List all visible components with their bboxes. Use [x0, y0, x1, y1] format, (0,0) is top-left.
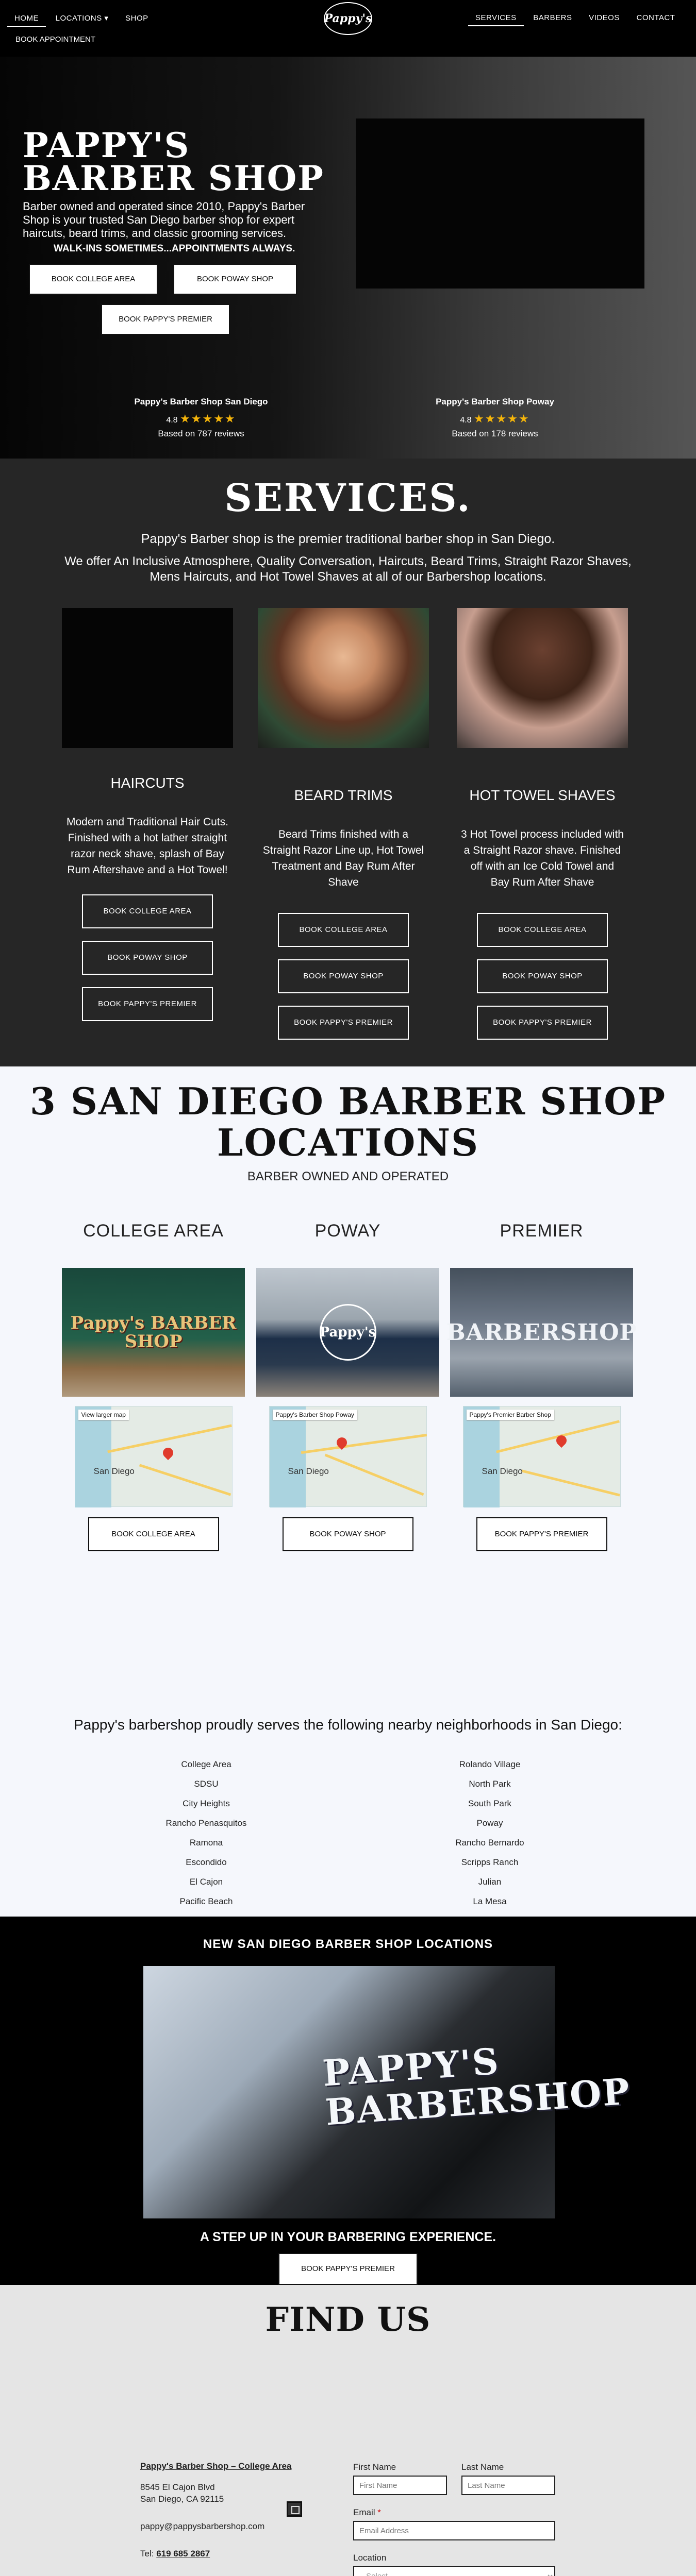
- walkins-note: WALK-INS SOMETIMES...APPOINTMENTS ALWAYS.: [54, 243, 295, 254]
- list-item: SDSU: [194, 1779, 219, 1789]
- location-poway: POWAY Pappy's Pappy's Barber Shop Poway San Diego BOOK POWAY SHOP: [256, 1221, 439, 1551]
- new-locations-section: [0, 1917, 696, 2285]
- list-item: Scripps Ranch: [461, 1857, 519, 1867]
- college-shop-photo: Pappy's BARBER SHOP: [62, 1268, 245, 1397]
- first-name-input[interactable]: [353, 2476, 447, 2495]
- email-link[interactable]: pappy@pappysbarbershop.com: [140, 2521, 265, 2531]
- book-appointment-link[interactable]: BOOK APPOINTMENT: [15, 35, 96, 44]
- book-premier-button[interactable]: BOOK PAPPY'S PREMIER: [101, 304, 230, 335]
- chevron-down-icon: ▾: [104, 14, 109, 23]
- location-premier: PREMIER BARBERSHOP Pappy's Premier Barber Shop San Diego BOOK PAPPY'S PREMIER: [450, 1221, 633, 1551]
- list-item: Escondido: [186, 1857, 227, 1867]
- contact-form: [353, 2462, 555, 2576]
- hero-section: [0, 57, 696, 459]
- locations-title: 3 SAN DIEGO BARBER SHOP LOCATIONS: [29, 1079, 667, 1164]
- book-poway-button[interactable]: BOOK POWAY SHOP: [278, 959, 409, 993]
- book-poway-button[interactable]: BOOK POWAY SHOP: [82, 941, 213, 975]
- nav-left: [7, 10, 156, 27]
- hero-description: Barber owned and operated since 2010, Pappy's Barber Shop is your trusted San Diego barber shop for expert haircuts, beard trims, and classic grooming services.: [23, 200, 305, 240]
- book-poway-button[interactable]: BOOK POWAY SHOP: [477, 959, 608, 993]
- beard-trim-image: [258, 608, 429, 748]
- last-name-label: Last Name: [461, 2462, 504, 2472]
- list-item: Julian: [478, 1877, 502, 1887]
- list-item: College Area: [181, 1759, 231, 1769]
- star-rating-icon: ★★★★★: [180, 412, 236, 425]
- poway-map[interactable]: Pappy's Barber Shop Poway San Diego: [269, 1406, 427, 1507]
- list-item: La Mesa: [473, 1896, 507, 1906]
- locations-tagline: BARBER OWNED AND OPERATED: [247, 1170, 449, 1183]
- nav-home[interactable]: HOME: [7, 11, 46, 27]
- review-badge-poway[interactable]: Pappy's Barber Shop Poway 4.8 ★★★★★ Based on 178 reviews: [436, 397, 554, 438]
- nav-contact[interactable]: CONTACT: [636, 13, 675, 22]
- premier-shop-photo: BARBERSHOP: [450, 1268, 633, 1397]
- nav-right: [468, 10, 682, 26]
- find-us-section: [0, 2285, 696, 2576]
- list-item: City Heights: [183, 1799, 230, 1808]
- list-item: Rancho Penasquitos: [165, 1818, 247, 1828]
- hero-video-area: [356, 118, 644, 289]
- hero-title: PAPPY'S BARBER SHOP: [23, 125, 324, 198]
- map-place-label[interactable]: Pappy's Barber Shop Poway: [273, 1410, 357, 1420]
- nav-locations[interactable]: LOCATIONS ▾: [55, 14, 109, 23]
- map-marker-icon[interactable]: [287, 2501, 302, 2517]
- email-label: Email *: [353, 2507, 381, 2517]
- site-logo[interactable]: Pappy's: [324, 2, 372, 35]
- new-locations-title: NEW SAN DIEGO BARBER SHOP LOCATIONS: [203, 1937, 493, 1951]
- view-larger-map-link[interactable]: View larger map: [78, 1410, 129, 1420]
- last-name-input[interactable]: [461, 2476, 555, 2495]
- review-badge-sandiego[interactable]: Pappy's Barber Shop San Diego 4.8 ★★★★★ Based on 787 reviews: [134, 397, 268, 438]
- book-college-button[interactable]: BOOK COLLEGE AREA: [29, 264, 158, 295]
- new-locations-tagline: A STEP UP IN YOUR BARBERING EXPERIENCE.: [200, 2230, 496, 2244]
- list-item: El Cajon: [189, 1877, 223, 1887]
- list-item: South Park: [468, 1799, 512, 1808]
- haircut-image: [62, 608, 233, 748]
- site-header: [0, 0, 696, 57]
- book-college-button[interactable]: BOOK COLLEGE AREA: [278, 913, 409, 947]
- book-poway-button[interactable]: BOOK POWAY SHOP: [283, 1517, 413, 1551]
- map-pin-icon: [160, 1446, 175, 1460]
- book-premier-button[interactable]: BOOK PAPPY'S PREMIER: [278, 1006, 409, 1040]
- list-item: Rancho Bernardo: [455, 1838, 524, 1848]
- book-college-button[interactable]: BOOK COLLEGE AREA: [88, 1517, 219, 1551]
- map-place-label[interactable]: Pappy's Premier Barber Shop: [467, 1410, 554, 1420]
- services-subtitle: Pappy's Barber shop is the premier traditional barber shop in San Diego.: [141, 532, 555, 546]
- book-premier-button[interactable]: BOOK PAPPY'S PREMIER: [477, 1006, 608, 1040]
- first-name-label: First Name: [353, 2462, 396, 2472]
- list-item: North Park: [469, 1779, 511, 1789]
- nav-shop[interactable]: SHOP: [125, 14, 148, 23]
- list-item: Pacific Beach: [179, 1896, 233, 1906]
- location-college: COLLEGE AREA Pappy's BARBER SHOP View larger map San Diego BOOK COLLEGE AREA: [62, 1221, 245, 1551]
- find-us-title: FIND US: [265, 2300, 431, 2339]
- list-item: Poway: [476, 1818, 503, 1828]
- hot-towel-image: [457, 608, 628, 748]
- address-college: Pappy's Barber Shop – College Area 8545 El Cajon Blvd San Diego, CA 92115 pappy@pappysbarbershop.com Tel: 619 685 2867: [140, 2460, 310, 2560]
- book-college-button[interactable]: BOOK COLLEGE AREA: [477, 913, 608, 947]
- list-item: Ramona: [189, 1838, 223, 1848]
- service-haircuts: HAIRCUTS Modern and Traditional Hair Cuts. Finished with a hot lather straight razor neck shave, splash of Bay Rum Aftershave and a Hot Towel! BOOK COLLEGE AREA BOOK POWAY SHOP BOOK PAPPY'S PREMIER: [62, 608, 233, 1021]
- neighborhoods-list-right: [387, 1755, 593, 1911]
- book-poway-button[interactable]: BOOK POWAY SHOP: [173, 264, 297, 295]
- book-premier-button[interactable]: BOOK PAPPY'S PREMIER: [82, 987, 213, 1021]
- book-college-button[interactable]: BOOK COLLEGE AREA: [82, 894, 213, 928]
- premier-map[interactable]: Pappy's Premier Barber Shop San Diego: [463, 1406, 621, 1507]
- services-section: [0, 459, 696, 1066]
- services-body: We offer An Inclusive Atmosphere, Quality Conversation, Haircuts, Beard Trims, Straight Razor Shaves, Mens Haircuts, and Hot Towel Shaves at all of our Barbershop locations.: [64, 554, 632, 584]
- book-premier-button[interactable]: BOOK PAPPY'S PREMIER: [278, 2253, 418, 2285]
- neighborhoods-list-left: [103, 1755, 309, 1911]
- email-input[interactable]: [353, 2521, 555, 2540]
- location-label: Location: [353, 2553, 387, 2563]
- neighborhoods-intro: Pappy's barbershop proudly serves the following nearby neighborhoods in San Diego:: [74, 1717, 622, 1733]
- list-item: Rolando Village: [459, 1759, 521, 1769]
- services-title: SERVICES.: [224, 476, 472, 520]
- phone-link[interactable]: 619 685 2867: [156, 2549, 210, 2558]
- book-premier-button[interactable]: BOOK PAPPY'S PREMIER: [476, 1517, 607, 1551]
- service-beard-trims: BEARD TRIMS Beard Trims finished with a Straight Razor Line up, Hot Towel Treatment and Bay Rum After Shave BOOK COLLEGE AREA BOOK POWAY SHOP BOOK PAPPY'S PREMIER: [258, 608, 429, 1040]
- college-map[interactable]: View larger map San Diego: [75, 1406, 233, 1507]
- location-select[interactable]: [353, 2566, 555, 2576]
- nav-videos[interactable]: VIDEOS: [589, 13, 620, 22]
- star-rating-icon: ★★★★★: [474, 412, 530, 425]
- nav-barbers[interactable]: BARBERS: [533, 13, 572, 22]
- service-hot-towel: HOT TOWEL SHAVES 3 Hot Towel process included with a Straight Razor shave. Finished off with an Ice Cold Towel and Bay Rum After Shave BOOK COLLEGE AREA BOOK POWAY SHOP BOOK PAPPY'S PREMIER: [457, 608, 628, 1040]
- poway-shop-photo: Pappy's: [256, 1268, 439, 1397]
- nav-services[interactable]: SERVICES: [468, 10, 524, 26]
- premier-storefront-photo: PAPPY'S BARBERSHOP: [143, 1966, 555, 2218]
- locations-section: [0, 1066, 696, 1917]
